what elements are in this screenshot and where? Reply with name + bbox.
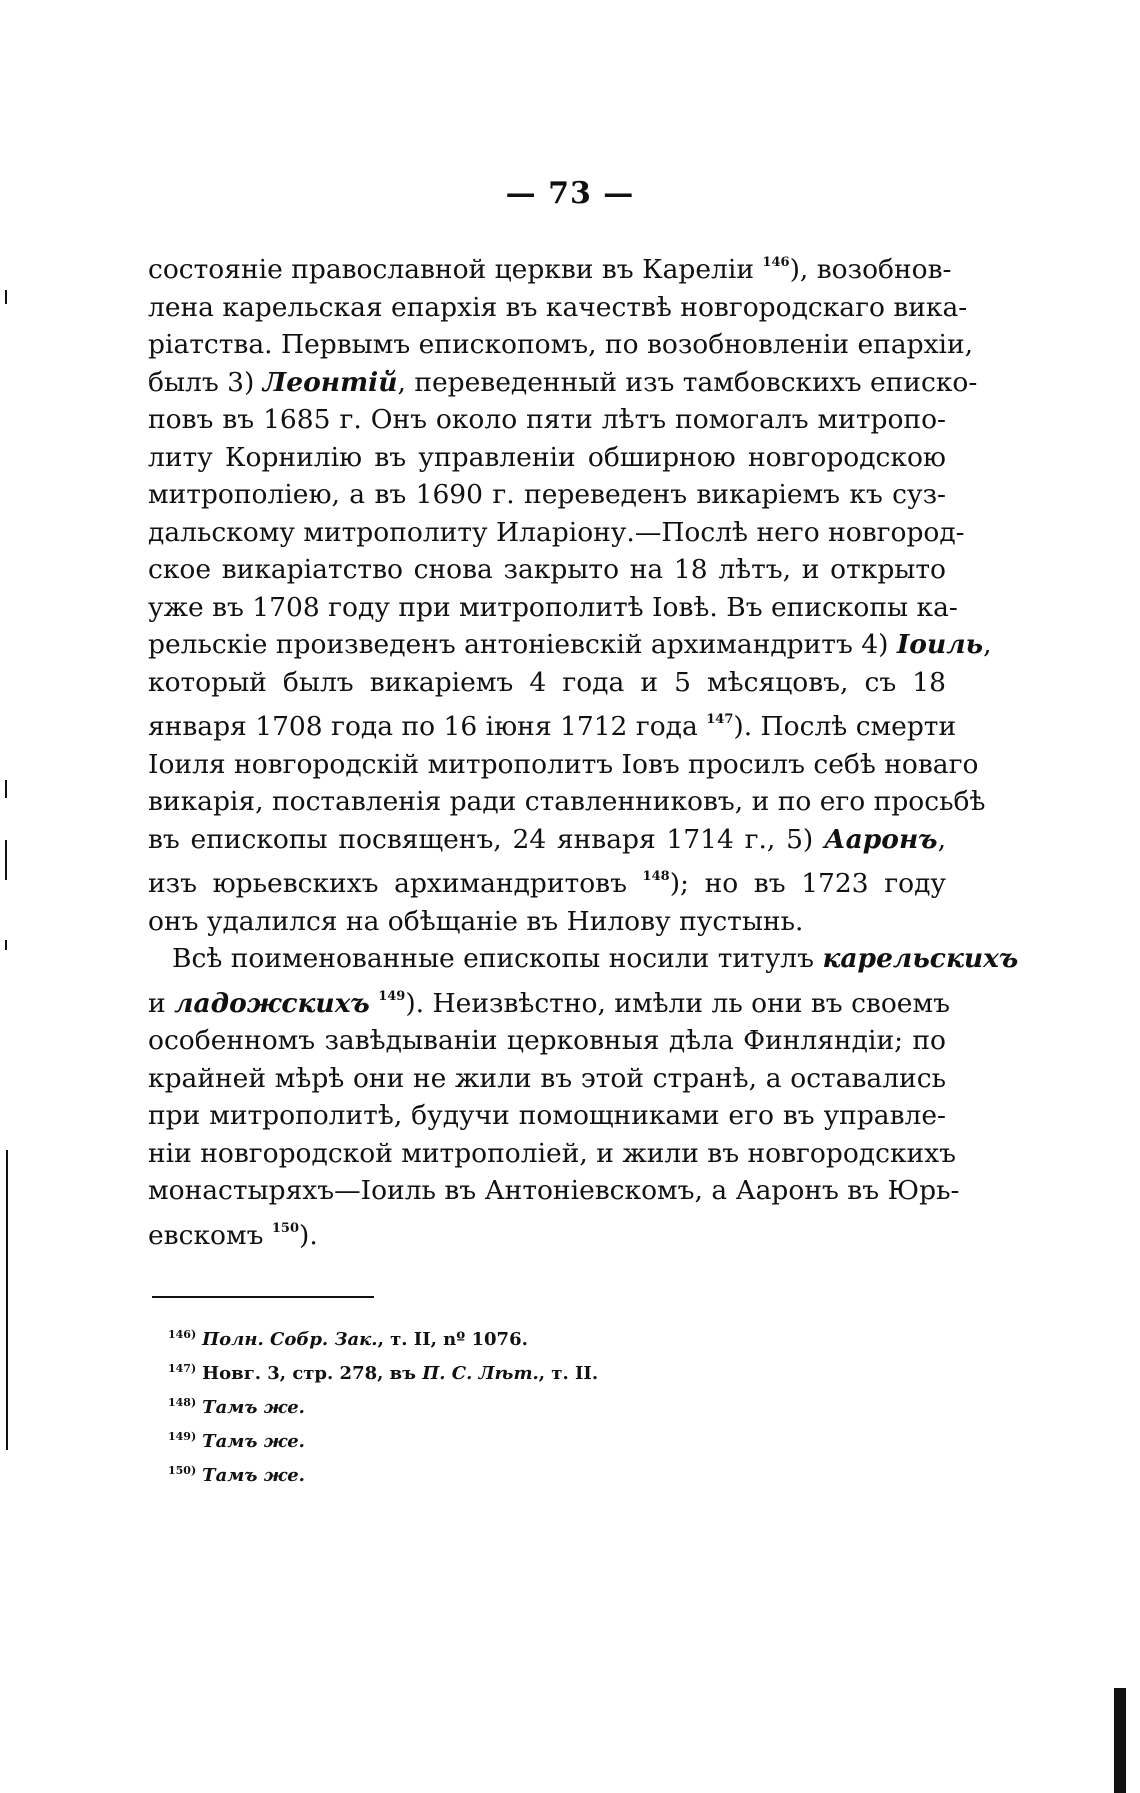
line-text bbox=[370, 988, 378, 1019]
text-line bbox=[148, 1210, 946, 1255]
italic-name: Іоиль bbox=[896, 629, 984, 660]
footnote-number: 148) bbox=[168, 1396, 197, 1409]
text-line bbox=[148, 514, 965, 552]
line-text: ріатства. Первымъ епископомъ, по возобновленіи епархіи, bbox=[148, 329, 974, 360]
footnote-reference: 147 bbox=[706, 712, 734, 727]
footnote-reference: 149 bbox=[378, 988, 406, 1004]
line-text: викарія, поставленія ради ставленниковъ, и по его просьбѣ bbox=[148, 786, 986, 817]
line-text: ское викаріатство снова закрыто на 18 лѣтъ, и открыто bbox=[148, 554, 946, 585]
text-line bbox=[148, 1097, 946, 1135]
text-line bbox=[148, 1172, 960, 1210]
line-text: особенномъ завѣдываніи церковныя дѣла Финляндіи; по bbox=[148, 1025, 946, 1056]
footnote-text: , т. II. bbox=[538, 1363, 599, 1384]
footnote bbox=[168, 1456, 868, 1490]
text-line bbox=[148, 701, 957, 746]
line-text: ); но въ 1723 году bbox=[669, 868, 947, 899]
scan-edge-mark bbox=[5, 940, 7, 950]
text-line bbox=[148, 1135, 956, 1173]
footnote-number: 149) bbox=[168, 1430, 197, 1443]
footnotes bbox=[168, 1320, 868, 1490]
line-text: ), возобнов- bbox=[789, 254, 952, 285]
line-text: монастыряхъ—Іоиль въ Антоніевскомъ, а Ааронъ въ Юрь- bbox=[148, 1175, 960, 1206]
footnote-number: 146) bbox=[168, 1328, 197, 1341]
line-text: состояніе православной церкви въ Кареліи bbox=[148, 254, 763, 285]
line-text: былъ 3) bbox=[148, 366, 263, 398]
text-line bbox=[148, 903, 946, 941]
italic-name: Тамъ же. bbox=[202, 1465, 305, 1486]
scan-edge-mark bbox=[5, 290, 7, 304]
scan-edge-mark bbox=[5, 840, 7, 880]
text-line bbox=[148, 289, 968, 327]
footnote bbox=[168, 1354, 868, 1388]
scan-edge-mark bbox=[5, 780, 7, 798]
italic-name: ладожскихъ bbox=[174, 987, 370, 1019]
line-text: , bbox=[937, 823, 946, 855]
main-text bbox=[148, 244, 1019, 1254]
page-number: — 73 — bbox=[505, 176, 635, 211]
footnote bbox=[168, 1422, 868, 1456]
text-line bbox=[148, 439, 946, 477]
line-text: изъ юрьевскихъ архимандритовъ bbox=[148, 868, 643, 899]
text-line bbox=[148, 664, 946, 702]
text-line bbox=[148, 244, 952, 289]
text-line bbox=[148, 326, 974, 364]
text-line bbox=[148, 978, 950, 1023]
line-text: ). Послѣ смерти bbox=[733, 711, 957, 742]
line-text: Іоиля новгородскій митрополитъ Іовъ просилъ себѣ новаго bbox=[148, 748, 979, 780]
line-text: онъ удалился на обѣщаніе въ Нилову пустынь. bbox=[148, 905, 804, 937]
line-text: повъ въ 1685 г. Онъ около пяти лѣтъ помогалъ митропо- bbox=[148, 404, 946, 435]
text-line bbox=[148, 1022, 946, 1060]
text-line bbox=[148, 1060, 946, 1098]
text-line bbox=[148, 626, 992, 664]
text-line bbox=[148, 401, 946, 439]
line-text: лена карельская епархія въ качествѣ новгородскаго вика- bbox=[148, 291, 968, 323]
footnote-divider bbox=[152, 1296, 374, 1298]
text-line bbox=[148, 746, 979, 784]
line-text: , bbox=[983, 629, 992, 660]
text-line bbox=[148, 858, 946, 903]
footnote-number: 150) bbox=[168, 1464, 197, 1477]
footnote-reference: 150 bbox=[271, 1220, 299, 1236]
text-line bbox=[148, 821, 946, 859]
text-line bbox=[148, 476, 946, 514]
line-text: въ епископы посвященъ, 24 января 1714 г., 5) bbox=[148, 823, 825, 855]
line-text: митрополіею, а въ 1690 г. переведенъ викаріемъ къ суз- bbox=[148, 479, 946, 510]
text-line bbox=[148, 589, 958, 627]
scan-edge-mark bbox=[6, 1150, 8, 1450]
italic-name: Тамъ же. bbox=[202, 1397, 305, 1418]
line-text: рельскіе произведенъ антоніевскій архимандритъ 4) bbox=[148, 629, 897, 660]
text-line bbox=[148, 364, 978, 402]
scan-edge-mark bbox=[1114, 1688, 1126, 1793]
line-text: евскомъ bbox=[148, 1219, 272, 1251]
italic-name: Полн. Собр. Зак. bbox=[202, 1329, 378, 1350]
line-text: ніи новгородской митрополіей, и жили въ новгородскихъ bbox=[148, 1137, 956, 1169]
text-line bbox=[148, 783, 986, 821]
footnote-reference: 148 bbox=[642, 869, 670, 884]
italic-name: карельскихъ bbox=[822, 943, 1019, 974]
line-text: который былъ викаріемъ 4 года и 5 мѣсяцовъ, съ 18 bbox=[148, 666, 946, 698]
line-text: и bbox=[148, 987, 175, 1019]
line-text: ). Неизвѣстно, имѣли ль они въ своемъ bbox=[405, 987, 950, 1019]
text-line bbox=[148, 551, 946, 589]
footnote-number: 147) bbox=[168, 1362, 197, 1375]
footnote-reference: 146 bbox=[762, 255, 790, 270]
paragraph bbox=[148, 940, 1019, 1254]
line-text: Всѣ поименованные епископы носили титулъ bbox=[172, 943, 823, 974]
footnote bbox=[168, 1388, 868, 1422]
footnote-text: Новг. 3, стр. 278, въ bbox=[202, 1363, 423, 1384]
footnote-text: , т. II, nº 1076. bbox=[377, 1329, 528, 1350]
italic-name: Ааронъ bbox=[824, 823, 938, 855]
line-text: , переведенный изъ тамбовскихъ еписко- bbox=[397, 366, 978, 398]
line-text: при митрополитѣ, будучи помощниками его въ управле- bbox=[148, 1100, 946, 1131]
footnote bbox=[168, 1320, 868, 1354]
paragraph bbox=[148, 244, 992, 940]
line-text: ). bbox=[299, 1219, 318, 1251]
italic-name: Тамъ же. bbox=[202, 1431, 305, 1452]
italic-name: П. С. Лѣт. bbox=[422, 1363, 539, 1384]
line-text: литу Корнилію въ управленіи обширною новгородскою bbox=[148, 441, 946, 473]
line-text: января 1708 года по 16 іюня 1712 года bbox=[148, 711, 707, 742]
line-text: уже въ 1708 году при митрополитѣ Іовѣ. Въ епископы ка- bbox=[148, 591, 958, 623]
line-text: дальскому митрополиту Иларіону.—Послѣ него новгород- bbox=[148, 516, 965, 548]
italic-name: Леонтій bbox=[262, 366, 398, 398]
line-text: крайней мѣрѣ они не жили въ этой странѣ, а оставались bbox=[148, 1062, 946, 1094]
text-line bbox=[148, 940, 1019, 978]
